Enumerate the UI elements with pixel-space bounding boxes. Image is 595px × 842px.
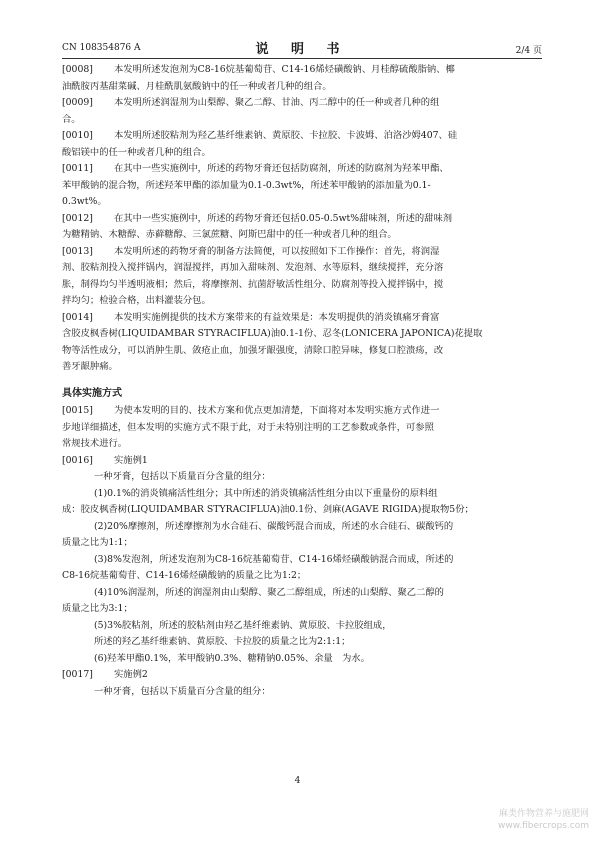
- composition-item: [62, 585, 542, 618]
- paragraph-list: [62, 62, 542, 376]
- paragraph-line: 拌均匀；检验合格，出料灌装分包。: [62, 295, 211, 306]
- paragraph-line: 善牙龈肿痛。: [62, 361, 118, 372]
- paragraph-number: [0017]: [62, 669, 93, 680]
- document-body: [62, 62, 542, 700]
- publication-number: CN 108354876 A: [62, 43, 141, 53]
- paragraph-0017: [62, 667, 542, 684]
- paragraph: [62, 161, 542, 211]
- paragraph-line: 常规技术进行。: [62, 438, 128, 449]
- composition-item: [62, 519, 542, 552]
- paragraph-line: 合。: [62, 113, 81, 125]
- paragraph-line: 油酰胺丙基甜菜碱、月桂酰肌氨酸钠中的任一种或者几种的组合。: [62, 80, 332, 92]
- paragraph-0015: [62, 403, 542, 453]
- composition-line: 所述的羟乙基纤维素钠、黄原胶、卡拉胶的质量之比为2:1:1；: [94, 636, 351, 647]
- paragraph-line: 本发明所述的药物牙膏的制备方法简便，可以按照如下工作操作：首先，将润湿: [114, 245, 440, 257]
- composition-line: (2)20%摩擦剂，所述摩擦剂为水合硅石、碳酸钙混合而成，所述的水合硅石、碳酸钙的: [94, 520, 454, 532]
- composition-item: [62, 618, 542, 651]
- paragraph: [62, 310, 542, 376]
- section-title: 具体实施方式: [62, 387, 122, 399]
- example-label: 实施例1: [114, 454, 148, 466]
- paragraph-number: [0009]: [62, 97, 93, 108]
- paragraph-line: 本发明所述胶粘剂为羟乙基纤维素钠、黄原胶、卡拉胶、卡波姆、泊洛沙姆407、硅: [114, 130, 458, 141]
- paragraph-number: [0013]: [62, 245, 93, 257]
- paragraph-line: 为使本发明的目的、技术方案和优点更加清楚，下面将对本发明实施方式作进一: [114, 405, 440, 416]
- paragraph-line: 在其中一些实施例中，所述的药物牙膏还包括防腐剂，所述的防腐剂为羟苯甲酯、: [114, 163, 449, 174]
- paragraph-line: 苯甲酸钠的混合物，所述羟苯甲酯的添加量为0.1-0.3wt%，所述苯甲酸钠的添加量为0.1-: [62, 179, 431, 191]
- paragraph-number: [0010]: [62, 130, 93, 141]
- paragraph: [62, 244, 542, 310]
- paragraph: [62, 62, 542, 95]
- paragraph-line: 本发明所述发泡剂为C8-16烷基葡萄苷、C14-16烯烃磺酸钠、月桂醇硫酸脂钠、椰: [114, 64, 455, 75]
- composition-line: 质量之比为1:1；: [62, 537, 133, 548]
- page-header: [62, 38, 542, 58]
- paragraph-line: 为糖精钠、木糖醇、赤藓糖醇、三氯蔗糖、阿斯巴甜中的任一种或者几种的组合。: [62, 229, 397, 240]
- document-title: 说 明 书: [255, 42, 349, 57]
- example1-items: [62, 486, 542, 668]
- composition-item: [62, 651, 542, 668]
- composition-line: (3)8%发泡剂，所述发泡剂为C8-16烷基葡萄苷、C14-16烯烃磺酸钠混合而成，所述的: [94, 553, 454, 565]
- paragraph-line: 在其中一些实施例中，所述的药物牙膏还包括0.05-0.5wt%甜味剂，所述的甜味剂: [114, 212, 453, 224]
- watermark-line: 麻类作物营养与施肥网: [498, 809, 589, 819]
- paragraph-line: 物等活性成分，可以消肿生肌、敛疮止血，加强牙龈强度，清除口腔异味，修复口腔溃疡，改: [62, 344, 444, 356]
- paragraph-line: 本发明所述润湿剂为山梨醇、聚乙二醇、甘油、丙二醇中的任一种或者几种的组: [114, 97, 440, 108]
- example-label: 实施例2: [114, 669, 148, 680]
- composition-line: 质量之比为3:1；: [62, 603, 133, 614]
- paragraph: [62, 211, 542, 244]
- paragraph: [62, 95, 542, 128]
- page-info: 2/4 页: [515, 46, 542, 56]
- paragraph-line: 步地详细描述，但本发明的实施方式不限于此，对于未特别注明的工艺参数或条件，可参照: [62, 421, 434, 433]
- paragraph-line: 本发明实施例提供的技术方案带来的有益效果是：本发明提供的消炎镇痛牙膏富: [114, 311, 440, 323]
- composition-line: (4)10%润湿剂，所述的润湿剂由山梨醇、聚乙二醇组成，所述的山梨醇、聚乙二醇的: [94, 586, 444, 598]
- paragraph-line: 酸铝镁中的任一种或者几种的组合。: [62, 146, 211, 158]
- paragraph-line: 剂、胶粘剂投入搅拌锅内，润湿搅拌，再加入甜味剂、发泡剂、水等原料，继续搅拌，充分溶: [62, 262, 444, 273]
- watermark: [498, 808, 589, 832]
- header-rule: [62, 58, 542, 59]
- paragraph-number: [0008]: [62, 64, 93, 75]
- page-number: 4: [294, 776, 301, 786]
- paragraph-line: 胀，制得均匀半透明液相；然后，将摩擦剂、抗菌舒敏活性组分、防腐剂等投入搅拌锅中，搅: [62, 278, 444, 290]
- paragraph-number: [0011]: [62, 163, 93, 174]
- composition-item: [62, 486, 542, 519]
- paragraph: [62, 128, 542, 161]
- composition-line: C8-16烷基葡萄苷、C14-16烯烃磺酸钠的质量之比为1:2；: [62, 570, 307, 581]
- paragraph-number: [0016]: [62, 454, 93, 466]
- watermark-line: www.fibercrops.com: [498, 821, 589, 831]
- paragraph-number: [0012]: [62, 212, 93, 224]
- paragraph-line: 含胶皮枫香树(LIQUIDAMBAR STYRACIFLUA)油0.1-1份、忍冬(LONICERA JAPONICA)花提取: [62, 328, 483, 339]
- example2-intro: 一种牙膏，包括以下质量百分含量的组分：: [94, 685, 271, 697]
- composition-item: [62, 552, 542, 585]
- paragraph-line: 0.3wt%。: [62, 196, 107, 207]
- paragraph-number: [0014]: [62, 311, 93, 323]
- composition-line: 成：胶皮枫香树(LIQUIDAMBAR STYRACIFLUA)油0.1份、剑麻(AGAVE RIGIDA)提取物5份；: [62, 504, 474, 515]
- composition-line: (5)3%胶粘剂，所述的胶粘剂由羟乙基纤维素钠、黄原胶、卡拉胶组成，: [94, 619, 392, 631]
- paragraph-0016: [62, 453, 542, 470]
- composition-line: (1)0.1%的消炎镇痛活性组分；其中所述的消炎镇痛活性组分由以下重量份的原料组: [94, 487, 438, 499]
- composition-line: (6)羟苯甲酯0.1%，苯甲酸钠0.3%、糖精钠0.05%、余量 为水。: [94, 652, 370, 664]
- example1-intro: 一种牙膏，包括以下质量百分含量的组分：: [94, 471, 271, 482]
- paragraph-number: [0015]: [62, 405, 93, 416]
